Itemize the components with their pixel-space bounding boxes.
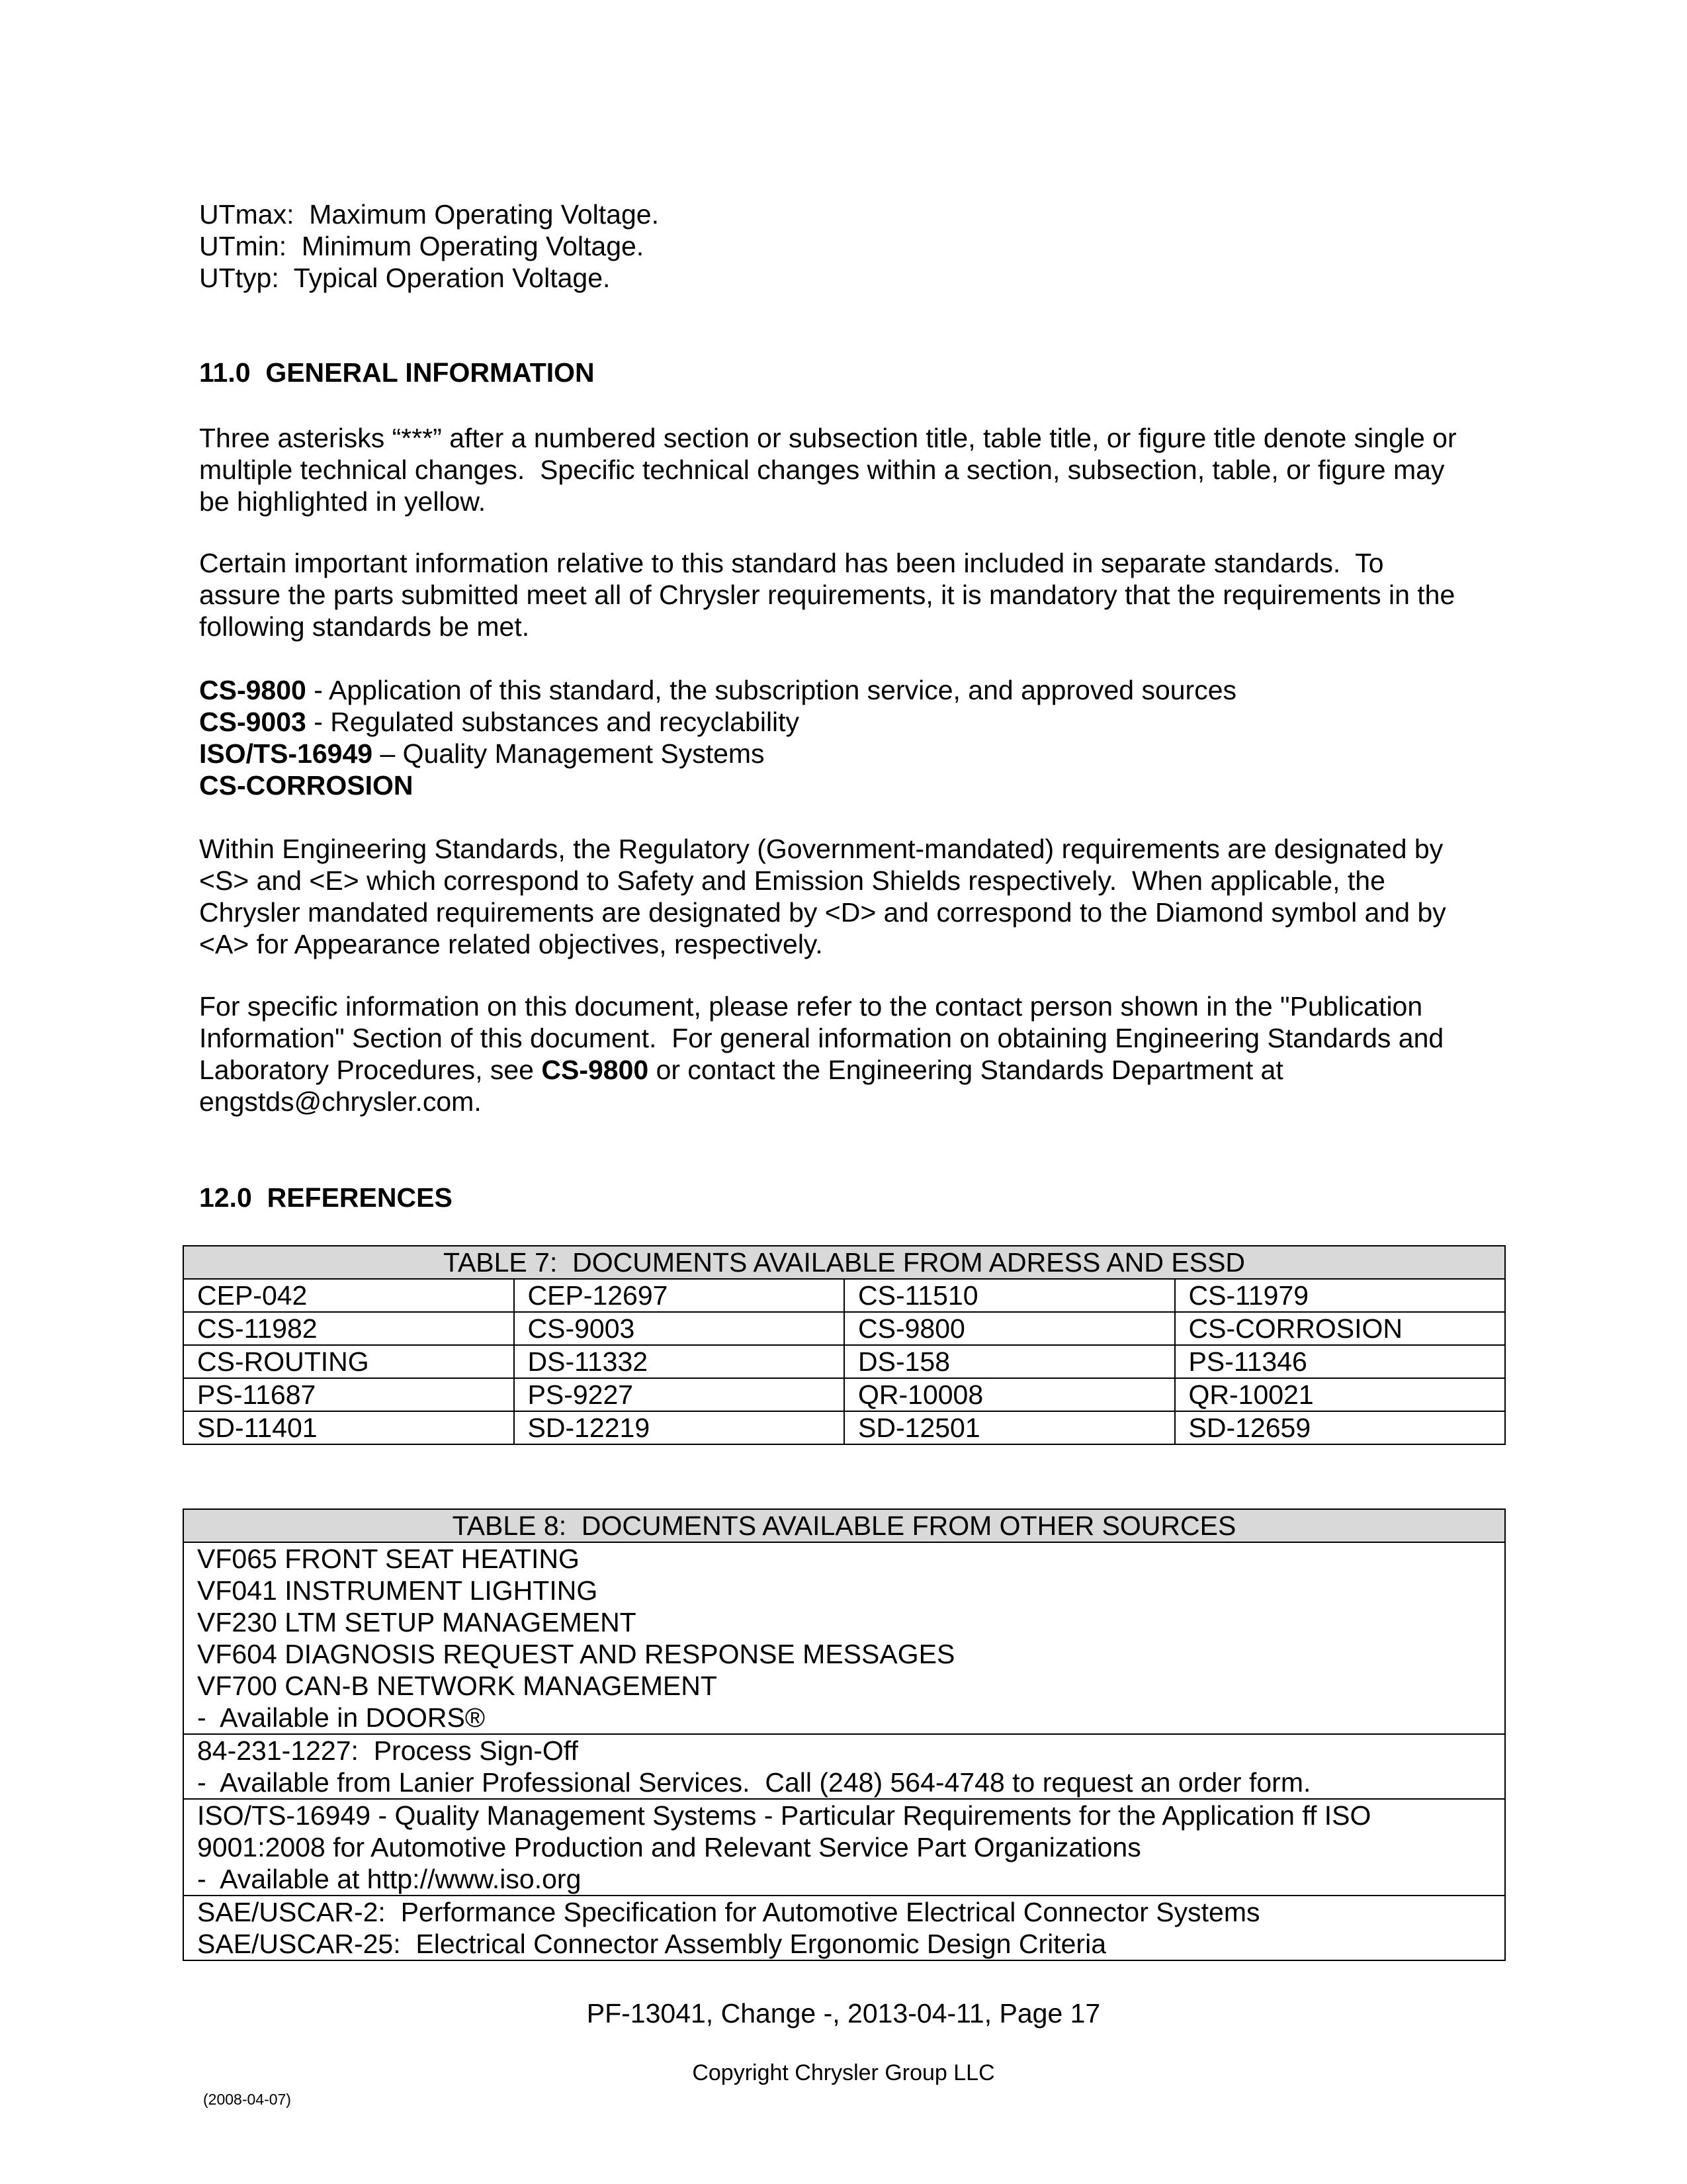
table-row (183, 1345, 1505, 1378)
text-line: assure the parts submitted meet all of Chrysler requirements, it is mandatory that the requirements in the (199, 580, 1455, 610)
text-line: following standards be met. (199, 611, 530, 642)
table-cell: SD-11401 (183, 1411, 514, 1444)
standard-item (199, 674, 1236, 706)
text-line: multiple technical changes. Specific technical changes within a section, subsection, table, or figure may (199, 455, 1445, 485)
text-line: Within Engineering Standards, the Regulatory (Government-mandated) requirements are designated by (199, 834, 1444, 864)
text-line: For specific information on this document, please refer to the contact person shown in the "Publication (199, 991, 1423, 1022)
standard-item (199, 738, 1236, 769)
text-line-with-reference (199, 1054, 1444, 1086)
text-line: 84-231-1227: Process Sign-Off (197, 1735, 578, 1766)
text-line: - Available from Lanier Professional Services. Call (248) 564-4748 to request an order form. (197, 1767, 1311, 1798)
table-cell: CEP-12697 (514, 1279, 845, 1312)
table-row (183, 1734, 1505, 1799)
definition-utmin: UTmin: Minimum Operating Voltage. (199, 231, 644, 261)
table-cell: SD-12219 (514, 1411, 845, 1444)
text-line: be highlighted in yellow. (199, 486, 486, 517)
text-line: SAE/USCAR-2: Performance Specification for Automotive Electrical Connector Systems (197, 1897, 1260, 1927)
definition-uttyp: UTtyp: Typical Operation Voltage. (199, 263, 611, 293)
standard-desc: - Application of this standard, the subscription service, and approved sources (306, 675, 1236, 705)
paragraph-contact (199, 990, 1444, 1117)
table-row (183, 1312, 1505, 1345)
table-cell: CS-11510 (844, 1279, 1175, 1312)
text-line: Three asterisks “***” after a numbered section or subsection title, table title, or figure title denote single or (199, 423, 1457, 453)
text-line: VF041 INSTRUMENT LIGHTING (197, 1575, 598, 1606)
table-row (183, 1542, 1505, 1734)
standard-code: ISO/TS-16949 (199, 738, 373, 769)
table-row (183, 1378, 1505, 1411)
section-11-heading: 11.0 GENERAL INFORMATION (199, 357, 595, 388)
table-row (183, 1799, 1505, 1896)
standard-code: CS-9800 (541, 1055, 649, 1085)
standards-list (199, 674, 1236, 801)
table-cell: SD-12501 (844, 1411, 1175, 1444)
table-cell: DS-11332 (514, 1345, 845, 1378)
table-cell: CEP-042 (183, 1279, 514, 1312)
standard-code: CS-9800 (199, 675, 306, 705)
table-cell (183, 1734, 1505, 1799)
text-line: VF065 FRONT SEAT HEATING (197, 1544, 580, 1574)
table-cell: CS-9003 (514, 1312, 845, 1345)
form-date: (2008-04-07) (203, 2091, 291, 2108)
table-7 (183, 1245, 1506, 1445)
table-cell: QR-10021 (1175, 1378, 1506, 1411)
table-cell: CS-11979 (1175, 1279, 1506, 1312)
text-line: <A> for Appearance related objectives, respectively. (199, 929, 823, 959)
table-row (183, 1411, 1505, 1444)
table-cell: PS-11687 (183, 1378, 514, 1411)
table-cell: DS-158 (844, 1345, 1175, 1378)
table-cell (183, 1542, 1505, 1734)
definition-utmax: UTmax: Maximum Operating Voltage. (199, 199, 659, 230)
text-line: Certain important information relative to this standard has been included in separate standards. To (199, 548, 1384, 578)
text-line: 9001:2008 for Automotive Production and Relevant Service Part Organizations (197, 1832, 1141, 1862)
text-line: SAE/USCAR-25: Electrical Connector Assembly Ergonomic Design Criteria (197, 1929, 1107, 1959)
table-8 (183, 1508, 1506, 1961)
copyright: Copyright Chrysler Group LLC (692, 2060, 995, 2085)
text-line-start: Laboratory Procedures, see (199, 1055, 542, 1085)
table-cell: PS-11346 (1175, 1345, 1506, 1378)
text-line: ISO/TS-16949 - Quality Management Systems - Particular Requirements for the Application ff ISO (197, 1800, 1371, 1831)
definitions-list (199, 198, 659, 294)
paragraph-regulatory (199, 833, 1446, 960)
text-line: - Available in DOORS® (197, 1702, 486, 1733)
table-cell: CS-9800 (844, 1312, 1175, 1345)
standard-desc: - Regulated substances and recyclability (306, 707, 800, 737)
paragraph-asterisks (199, 422, 1457, 517)
table-cell: QR-10008 (844, 1378, 1175, 1411)
standard-code: CS-9003 (199, 707, 306, 737)
table-cell: PS-9227 (514, 1378, 845, 1411)
table-row (183, 1896, 1505, 1960)
text-line: VF700 CAN-B NETWORK MANAGEMENT (197, 1671, 717, 1701)
page-info: PF-13041, Change -, 2013-04-11, Page 17 (586, 1998, 1101, 2029)
text-line: VF230 LTM SETUP MANAGEMENT (197, 1607, 636, 1638)
text-line: Chrysler mandated requirements are designated by <D> and correspond to the Diamond symbol and by (199, 897, 1446, 928)
table-8-title: TABLE 8: DOCUMENTS AVAILABLE FROM OTHER SOURCES (183, 1509, 1505, 1542)
text-line: - Available at http://www.iso.org (197, 1864, 582, 1894)
standard-code: CS-CORROSION (199, 770, 413, 801)
text-line: VF604 DIAGNOSIS REQUEST AND RESPONSE MESSAGES (197, 1639, 955, 1669)
section-12-heading: 12.0 REFERENCES (199, 1182, 453, 1213)
table-cell: CS-11982 (183, 1312, 514, 1345)
table-cell (183, 1896, 1505, 1960)
standard-desc: – Quality Management Systems (372, 738, 765, 769)
standard-item (199, 706, 1236, 738)
text-line-end: or contact the Engineering Standards Department at (648, 1055, 1283, 1085)
table-row (183, 1279, 1505, 1312)
table-cell: CS-ROUTING (183, 1345, 514, 1378)
table-cell (183, 1799, 1505, 1896)
text-line: <S> and <E> which correspond to Safety and Emission Shields respectively. When applicable, the (199, 865, 1385, 896)
standard-item (199, 769, 1236, 801)
table-cell: SD-12659 (1175, 1411, 1506, 1444)
paragraph-standards-intro (199, 547, 1455, 642)
text-line: Information" Section of this document. For general information on obtaining Engineering Standards and (199, 1023, 1444, 1053)
table-cell: CS-CORROSION (1175, 1312, 1506, 1345)
email-text: engstds@chrysler.com. (199, 1086, 482, 1117)
table-7-title: TABLE 7: DOCUMENTS AVAILABLE FROM ADRESS AND ESSD (183, 1246, 1505, 1279)
